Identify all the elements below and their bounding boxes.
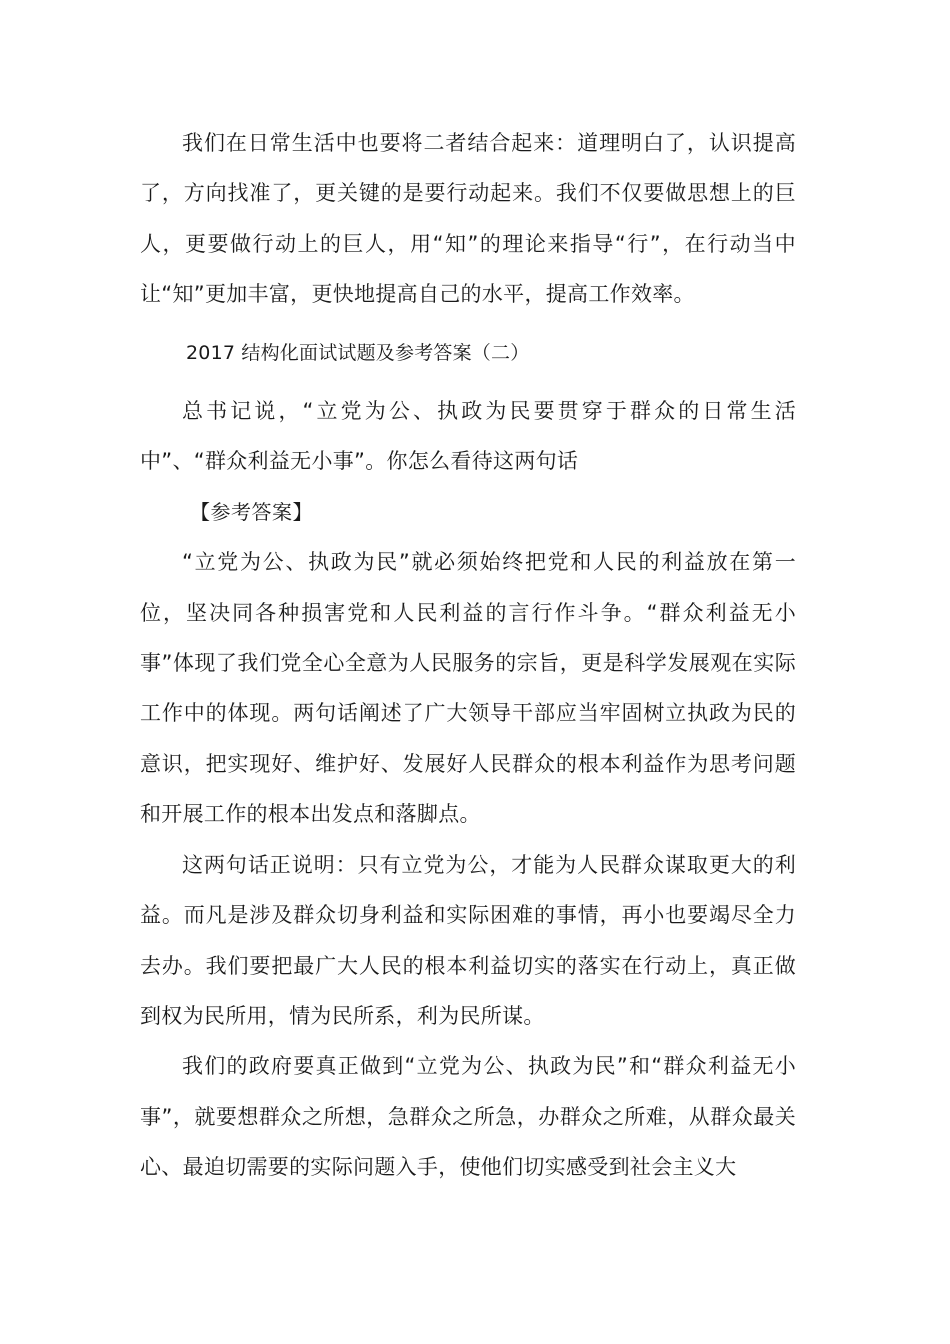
answer-paragraph-1: “立党为公、执政为民”就必须始终把党和人民的利益放在第一位，坚决同各种损害党和人民利益的言行作斗争。“群众利益无小事”体现了我们党全心全意为人民服务的宗旨，更是科学发展观在实际工作中的体现。两句话阐述了广大领导干部应当牢固树立执政为民的意识，把实现好、维护好、发展好人民群众的根本利益作为思考问题和开展工作的根本出发点和落脚点。 [140,550,796,827]
question-paragraph: 总书记说，“立党为公、执政为民要贯穿于群众的日常生活中”、“群众利益无小事”。你怎么看待这两句话 [140,399,796,474]
paragraph-knowledge-action: 我们在日常生活中也要将二者结合起来：道理明白了，认识提高了，方向找准了，更关键的是要行动起来。我们不仅要做思想上的巨人，更要做行动上的巨人，用“知”的理论来指导“行”，在行动当中让“知”更加丰富，更快地提高自己的水平，提高工作效率。 [140,131,796,307]
answer-paragraph-2: 这两句话正说明：只有立党为公，才能为人民群众谋取更大的利益。而凡是涉及群众切身利益和实际困难的事情，再小也要竭尽全力去办。我们要把最广大人民的根本利益切实的落实在行动上，真正做到权为民所用，情为民所系，利为民所谋。 [140,852,796,1028]
answer-label: 【参考答案】 [190,499,313,524]
document-page [140,118,796,1193]
section-heading: 2017 结构化面试试题及参考答案（二） [186,341,530,364]
answer-paragraph-3: 我们的政府要真正做到“立党为公、执政为民”和“群众利益无小事”，就要想群众之所想，急群众之所急，办群众之所难，从群众最关心、最迫切需要的实际问题入手，使他们切实感受到社会主义大 [140,1054,796,1180]
